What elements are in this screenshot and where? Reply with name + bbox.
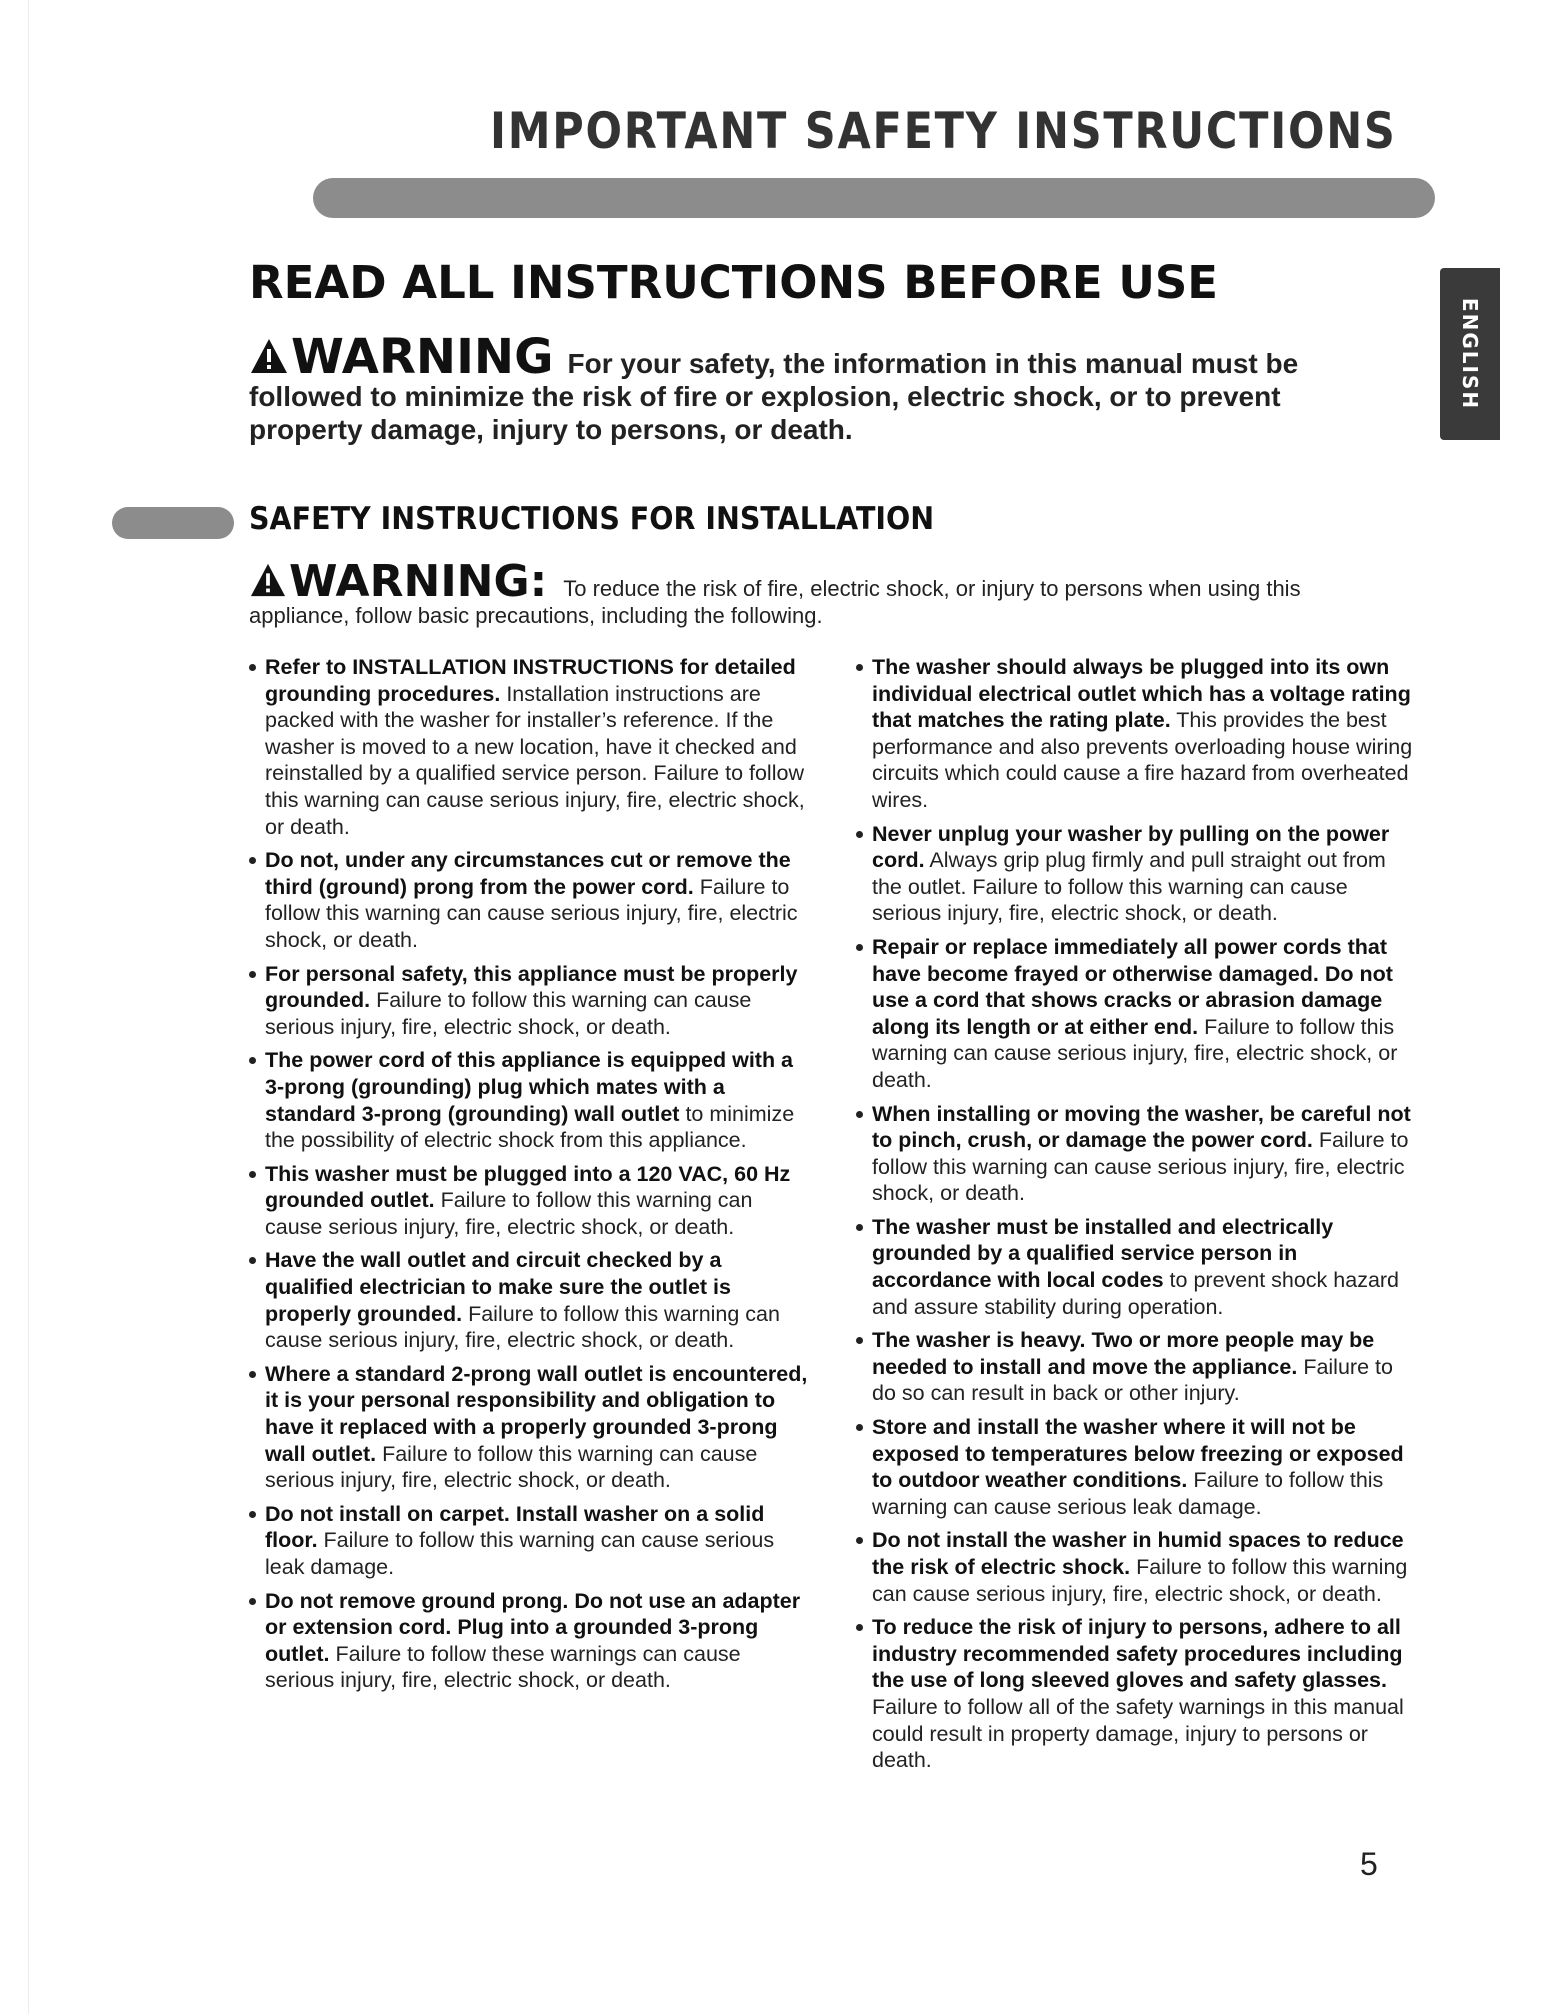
list-item [249, 961, 809, 1041]
list-item-bold: Repair or replace immediately all power cords that have become frayed or otherwise damaged. Do not use a cord that shows cracks or abrasion damage along its length or at either end. [872, 934, 1393, 1039]
section-warning-text: To reduce the risk of fire, electric shock, or injury to persons when using this appliance, follow basic precautions, including the following. [249, 576, 1301, 628]
section-warning [249, 556, 1399, 629]
list-item-bold: Do not install on carpet. Install washer on a solid floor. [265, 1501, 765, 1553]
list-item-bold: The washer should always be plugged into its own individual electrical outlet which has a voltage rating that matches the rating plate. [872, 655, 1411, 733]
top-warning-label: WARNING [291, 329, 554, 385]
left-instruction-list [249, 654, 809, 1701]
list-item [856, 1327, 1416, 1407]
list-item-text: Failure to follow this warning can cause serious leak damage. [872, 1468, 1384, 1519]
language-tab-label: ENGLISH [1458, 297, 1482, 411]
list-item-text: Failure to follow this warning can cause serious injury, fire, electric shock, or death. [265, 1301, 780, 1353]
top-warning-text: For your safety, the information in this manual must be followed to minimize the risk of fire or explosion, electric shock, or to prevent property damage, injury to persons, or death. [249, 348, 1299, 445]
list-item-text: Failure to follow this warning can cause serious leak damage. [265, 1528, 775, 1579]
list-item [249, 847, 809, 953]
list-item-text: Failure to follow this warning can cause serious injury, fire, electric shock, or death. [265, 874, 798, 952]
list-item-text: Always grip plug firmly and pull straight out from the outlet. Failure to follow this warning can cause serious injury, fire, electric shock, or death. [872, 848, 1386, 926]
list-item [249, 654, 809, 840]
list-item [856, 1214, 1416, 1320]
list-item [249, 1161, 809, 1241]
list-item [856, 1614, 1416, 1774]
list-item-bold: For personal safety, this appliance must be properly grounded. [265, 961, 798, 1013]
list-item-text: to prevent shock hazard and assure stability during operation. [872, 1268, 1400, 1319]
warning-triangle-icon [249, 562, 287, 598]
list-item-text: Failure to follow these warnings can cause serious injury, fire, electric shock, or death. [265, 1641, 741, 1693]
section-warning-label: WARNING: [289, 556, 548, 607]
warning-triangle-icon [249, 337, 289, 375]
list-item-text: Failure to follow all of the safety warnings in this manual could result in property damage, injury to persons or death. [872, 1694, 1404, 1773]
list-item-bold: Do not remove ground prong. Do not use an adapter or extension cord. Plug into a grounded 3-prong outlet. [265, 1588, 801, 1666]
list-item [249, 1047, 809, 1153]
list-item-bold: When installing or moving the washer, be careful not to pinch, crush, or damage the power cord. [872, 1101, 1411, 1153]
list-item-bold: Store and install the washer where it will not be exposed to temperatures below freezing or exposed to outdoor weather conditions. [872, 1415, 1404, 1493]
page-edge [28, 0, 29, 2014]
right-instruction-list [856, 654, 1416, 1781]
list-item-text: to minimize the possibility of electric shock from this appliance. [265, 1101, 795, 1153]
list-item [856, 934, 1416, 1094]
list-item-bold: The washer is heavy. Two or more people may be needed to install and move the appliance. [872, 1328, 1375, 1379]
list-item-bold: Where a standard 2-prong wall outlet is encountered, it is your personal responsibility and obligation to have it replaced with a properly grounded 3-prong wall outlet. [265, 1361, 808, 1466]
list-item [856, 654, 1416, 814]
list-item [856, 1527, 1416, 1607]
list-item-bold: Never unplug your washer by pulling on the power cord. [872, 821, 1390, 873]
list-item-text: Failure to follow this warning can cause serious injury, fire, electric shock, or death. [265, 1188, 753, 1239]
list-item-text: Failure to follow this warning can cause serious injury, fire, electric shock, or death. [872, 1014, 1398, 1092]
page-number: 5 [1360, 1846, 1378, 1882]
list-item-text: Failure to follow this warning can cause serious injury, fire, electric shock, or death. [265, 1441, 758, 1493]
page-title: IMPORTANT SAFETY INSTRUCTIONS [490, 102, 1397, 160]
list-item-text: Failure to follow this warning can cause serious injury, fire, electric shock, or death. [872, 1128, 1409, 1206]
title-underline-bar [313, 178, 1435, 218]
list-item [249, 1361, 809, 1494]
list-item-text: Failure to follow this warning can cause serious injury, fire, electric shock, or death. [872, 1555, 1408, 1606]
list-item [856, 1101, 1416, 1207]
list-item-bold: To reduce the risk of injury to persons, adhere to all industry recommended safety procedures including the use of long sleeved gloves and safety glasses. [872, 1615, 1403, 1693]
list-item-bold: The washer must be installed and electrically grounded by a qualified service person in accordance with local codes [872, 1214, 1334, 1293]
list-item [249, 1588, 809, 1694]
list-item-bold: Do not, under any circumstances cut or remove the third (ground) prong from the power cord. [265, 848, 791, 899]
list-item-text: Installation instructions are packed with the washer for installer’s reference. If the washer is moved to a new location, have it checked and reinstalled by a qualified service person. Failure to follow this warning can cause serious injury, fire, electric shock, or death. [265, 681, 805, 839]
list-item-bold: Refer to INSTALLATION INSTRUCTIONS for detailed grounding procedures. [265, 655, 796, 706]
read-all-heading: READ ALL INSTRUCTIONS BEFORE USE [249, 256, 1219, 309]
list-item-bold: The power cord of this appliance is equipped with a 3-prong (grounding) plug which mates with a standard 3-prong (grounding) wall outlet [265, 1048, 794, 1126]
list-item [249, 1247, 809, 1353]
language-tab[interactable] [1440, 268, 1500, 440]
list-item-bold: This washer must be plugged into a 120 VAC, 60 Hz grounded outlet. [265, 1161, 791, 1213]
list-item [856, 821, 1416, 927]
list-item-text: Failure to do so can result in back or other injury. [872, 1354, 1393, 1406]
section-heading: SAFETY INSTRUCTIONS FOR INSTALLATION [249, 501, 935, 537]
list-item [249, 1501, 809, 1581]
list-item [856, 1414, 1416, 1520]
section-marker-pill [112, 507, 234, 539]
list-item-bold: Have the wall outlet and circuit checked by a qualified electrician to make sure the outlet is properly grounded. [265, 1248, 731, 1326]
top-warning [249, 329, 1329, 446]
list-item-text: This provides the best performance and also prevents overloading house wiring circuits which could cause a fire hazard from overheated wires. [872, 708, 1413, 812]
list-item-bold: Do not install the washer in humid spaces to reduce the risk of electric shock. [872, 1528, 1404, 1579]
list-item-text: Failure to follow this warning can cause serious injury, fire, electric shock, or death. [265, 988, 752, 1039]
